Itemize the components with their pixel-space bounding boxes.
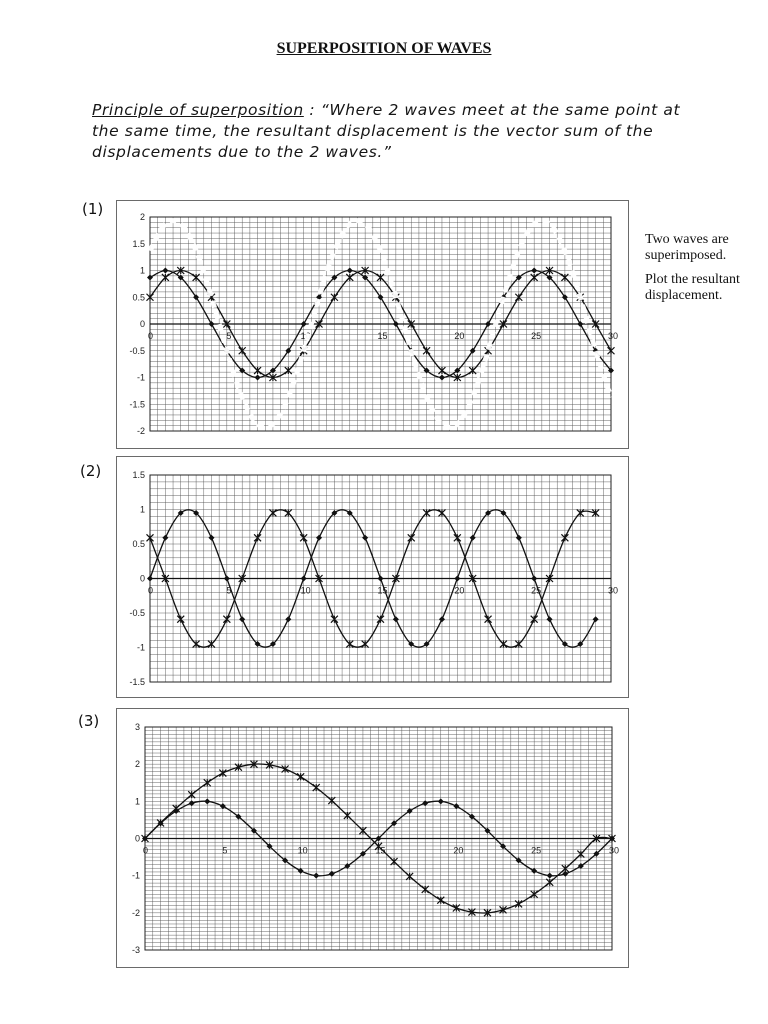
data-point-star: [193, 274, 200, 281]
data-point-diamond: [439, 616, 445, 622]
data-point-diamond: [393, 321, 399, 327]
plot-label-2: (2): [80, 462, 102, 480]
data-point-star: [546, 879, 553, 886]
chart-2-svg: [117, 457, 628, 697]
data-point-star: [254, 367, 261, 374]
x-tick-label: 30: [608, 845, 620, 856]
data-point-star: [561, 534, 568, 541]
data-point-star: [515, 641, 522, 648]
plot-label-1: (1): [82, 200, 104, 218]
data-point-diamond: [485, 321, 491, 327]
x-tick-label: 20: [453, 845, 464, 856]
data-point-diamond: [189, 800, 195, 806]
data-point-diamond: [362, 535, 368, 541]
data-point-star: [531, 616, 538, 623]
data-point-star: [300, 534, 307, 541]
principle-text: [92, 100, 692, 163]
data-point-diamond: [531, 868, 537, 874]
y-tick-label: 2: [134, 759, 140, 770]
x-tick-label: 0: [148, 331, 154, 341]
x-tick-label: 5: [222, 845, 228, 856]
data-point-star: [147, 534, 154, 541]
x-tick-label: 15: [377, 585, 388, 596]
data-point-star: [561, 274, 568, 281]
data-point-star: [423, 509, 430, 516]
x-tick-label: 10: [297, 845, 308, 856]
y-tick-label: -1: [136, 372, 145, 383]
data-point-star: [577, 509, 584, 516]
data-point-diamond: [422, 800, 428, 806]
y-tick-label: -1: [136, 642, 145, 653]
x-tick-label: 0: [143, 845, 149, 856]
y-tick-label: -2: [136, 426, 145, 436]
data-point-star: [285, 509, 292, 516]
data-point-star: [254, 534, 261, 541]
x-tick-label: 20: [454, 585, 465, 596]
data-point-star: [454, 534, 461, 541]
data-point-star: [162, 274, 169, 281]
data-point-star: [500, 641, 507, 648]
data-point-diamond: [204, 798, 210, 804]
y-tick-label: 2: [139, 212, 145, 222]
principle-label: Principle of superposition: [92, 101, 304, 119]
data-point-star: [515, 900, 522, 907]
data-point-star: [577, 851, 584, 858]
data-point-diamond: [147, 274, 153, 280]
data-point-star: [331, 616, 338, 623]
principle-sep: :: [303, 101, 321, 119]
data-point-diamond: [208, 321, 214, 327]
data-point-star: [188, 791, 195, 798]
data-point-star: [285, 367, 292, 374]
data-point-star: [562, 865, 569, 872]
data-point-star: [282, 765, 289, 772]
data-point-star: [359, 827, 366, 834]
principle-quote: “Where 2 waves meet at the same point at the same time, the resultant displacement is the vector sum of the displacements due to the 2 waves.”: [92, 101, 681, 161]
data-point-star: [485, 616, 492, 623]
data-point-diamond: [298, 868, 304, 874]
data-point-star: [377, 616, 384, 623]
data-point-star: [223, 616, 230, 623]
data-point-diamond: [454, 576, 460, 582]
y-tick-label: 1: [139, 504, 145, 515]
data-point-diamond: [220, 803, 226, 809]
data-point-diamond: [301, 576, 307, 582]
y-tick-label: 0: [139, 319, 145, 329]
data-point-star: [269, 509, 276, 516]
data-point-star: [297, 773, 304, 780]
chart-1-svg: [117, 201, 628, 448]
data-point-star: [173, 805, 180, 812]
side-note-line2: Plot the resultant displacement.: [645, 272, 740, 303]
data-point-star: [438, 367, 445, 374]
data-point-star: [531, 274, 538, 281]
x-tick-label: 15: [377, 331, 388, 341]
data-point-star: [438, 509, 445, 516]
data-point-star: [377, 274, 384, 281]
data-point-star: [219, 770, 226, 777]
y-tick-label: -2: [131, 907, 140, 918]
data-point-diamond: [255, 375, 261, 381]
y-tick-label: 3: [134, 722, 140, 732]
data-point-diamond: [313, 873, 319, 879]
y-tick-label: -0.5: [129, 608, 145, 618]
data-point-diamond: [470, 535, 476, 541]
x-tick-label: 20: [454, 331, 465, 341]
y-tick-label: 1.5: [132, 238, 145, 249]
page-title: SUPERPOSITION OF WAVES: [276, 40, 492, 57]
x-tick-label: 25: [531, 331, 542, 341]
data-point-star: [313, 784, 320, 791]
data-point-diamond: [162, 535, 168, 541]
data-point-diamond: [378, 576, 384, 582]
data-point-star: [469, 367, 476, 374]
x-tick-label: 30: [607, 331, 619, 341]
x-tick-label: 0: [148, 585, 154, 596]
data-point-diamond: [347, 268, 353, 274]
data-point-diamond: [393, 616, 399, 622]
data-point-star: [328, 797, 335, 804]
y-tick-label: 0.5: [132, 292, 145, 303]
data-point-star: [408, 534, 415, 541]
data-point-star: [193, 641, 200, 648]
data-point-star: [453, 905, 460, 912]
data-point-star: [346, 641, 353, 648]
chart-3: [116, 708, 629, 968]
x-tick-label: 15: [375, 845, 386, 856]
data-point-diamond: [531, 576, 537, 582]
x-tick-label: 10: [300, 585, 311, 596]
data-point-star: [391, 858, 398, 865]
y-tick-label: -0.5: [129, 345, 145, 356]
data-point-diamond: [577, 321, 583, 327]
data-point-star: [422, 886, 429, 893]
data-point-diamond: [453, 803, 459, 809]
y-tick-label: -1.5: [129, 677, 145, 687]
data-point-diamond: [208, 535, 214, 541]
y-tick-label: -1: [131, 870, 140, 881]
y-tick-label: 1: [139, 265, 145, 276]
data-point-diamond: [329, 871, 335, 877]
data-point-diamond: [162, 268, 168, 274]
x-tick-label: 5: [226, 585, 232, 596]
x-tick-label: 30: [607, 585, 619, 596]
data-point-diamond: [301, 321, 307, 327]
data-point-diamond: [439, 375, 445, 381]
x-tick-label: 25: [531, 585, 542, 596]
data-point-star: [437, 897, 444, 904]
y-tick-label: 1: [134, 796, 140, 807]
chart-1: [116, 200, 629, 449]
data-point-diamond: [285, 616, 291, 622]
side-note-line1: Two waves are superimposed.: [645, 232, 729, 263]
data-point-diamond: [316, 535, 322, 541]
plot-label-3: (3): [78, 712, 100, 730]
data-point-star: [406, 873, 413, 880]
data-point-diamond: [239, 616, 245, 622]
y-tick-label: -1.5: [129, 399, 145, 410]
y-tick-label: 0.5: [132, 539, 145, 549]
data-point-star: [177, 616, 184, 623]
y-tick-label: 1.5: [132, 470, 145, 480]
y-tick-label: -3: [131, 945, 140, 955]
data-point-diamond: [547, 873, 553, 879]
chart-2: [116, 456, 629, 698]
data-point-star: [208, 641, 215, 648]
data-point-diamond: [531, 268, 537, 274]
chart-3-svg: [117, 709, 628, 967]
side-note: [645, 232, 765, 312]
y-tick-label: 0: [134, 833, 140, 844]
y-tick-label: 0: [139, 573, 145, 584]
data-point-diamond: [547, 616, 553, 622]
data-point-diamond: [516, 535, 522, 541]
data-point-diamond: [593, 616, 599, 622]
x-tick-label: 10: [300, 331, 311, 341]
data-point-star: [344, 812, 351, 819]
data-point-diamond: [147, 576, 153, 582]
x-tick-label: 25: [531, 845, 542, 856]
data-point-diamond: [224, 576, 230, 582]
data-point-diamond: [438, 798, 444, 804]
x-tick-label: 5: [226, 331, 232, 341]
data-point-star: [362, 641, 369, 648]
data-point-star: [346, 274, 353, 281]
